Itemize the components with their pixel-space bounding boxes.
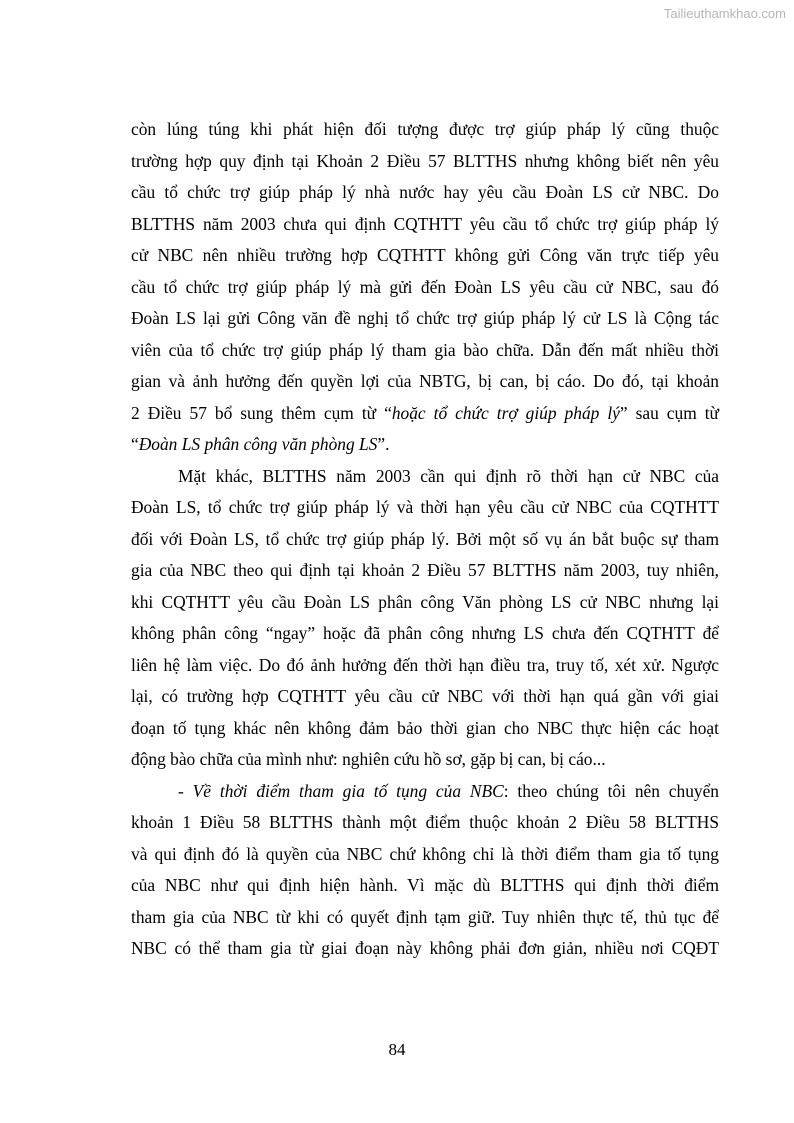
text-line: trường hợp quy định tại Khoản 2 Điều 57 BLTTHS nhưng không biết nên yêu — [131, 150, 719, 171]
text-line: gia của NBC theo qui định tại khoản 2 Điều 57 BLTTHS năm 2003, tuy nhiên, — [131, 560, 719, 580]
text-line: đối với Đoàn LS, tổ chức trợ giúp pháp lý. Bởi một số vụ án bắt buộc sự tham — [131, 528, 719, 549]
text-run: - — [178, 780, 193, 801]
text-line: động bào chữa của mình như: nghiên cứu hồ sơ, gặp bị can, bị cáo... — [131, 749, 606, 769]
italic-phrase: Đoàn LS phân công văn phòng LS — [138, 434, 378, 454]
text-line — [131, 776, 719, 808]
paragraph — [131, 776, 719, 965]
text-line: đoạn tố tụng khác nên không đảm bảo thời gian cho NBC thực hiện các hoạt — [131, 717, 719, 738]
italic-phrase: hoặc tổ chức trợ giúp pháp lý — [391, 402, 620, 423]
text-line: cử NBC nên nhiều trường hợp CQTHTT không gửi Công văn trực tiếp yêu — [131, 245, 719, 265]
text-line — [131, 398, 719, 430]
italic-phrase: Về thời điểm tham gia tố tụng của NBC — [192, 780, 504, 801]
paragraph — [131, 114, 719, 461]
text-run: ”. — [377, 434, 390, 454]
text-line: Đoàn LS lại gửi Công văn đề nghị tổ chức trợ giúp pháp lý cử LS là Cộng tác — [131, 308, 719, 328]
document-body — [131, 114, 719, 965]
text-line: của NBC như qui định hiện hành. Vì mặc dù BLTTHS qui định thời điểm — [131, 875, 719, 895]
text-line: viên của tổ chức trợ giúp pháp lý tham gia bào chữa. Dẫn đến mất nhiều thời — [131, 339, 719, 360]
paragraph — [131, 461, 719, 776]
text-line: tham gia của NBC từ khi có quyết định tạm giữ. Tuy nhiên thực tế, thủ tục để — [131, 906, 719, 927]
text-line — [131, 429, 719, 461]
text-run: “ — [131, 434, 139, 454]
watermark: Tailieuthamkhao.com — [663, 6, 786, 21]
text-line: Đoàn LS, tổ chức trợ giúp pháp lý và thời hạn yêu cầu cử NBC của CQTHTT — [131, 497, 719, 517]
text-line: cầu tổ chức trợ giúp pháp lý mà gửi đến Đoàn LS yêu cầu cử NBC, sau đó — [131, 276, 719, 297]
text-line: gian và ảnh hưởng đến quyền lợi của NBTG, bị can, bị cáo. Do đó, tại khoản — [131, 371, 719, 391]
text-run: ” sau cụm từ — [619, 402, 719, 423]
text-line: còn lúng túng khi phát hiện đối tượng được trợ giúp pháp lý cũng thuộc — [131, 119, 719, 139]
text-line: lại, có trường hợp CQTHTT yêu cầu cử NBC với thời hạn quá gần với giai — [131, 686, 719, 706]
text-line: và qui định đó là quyền của NBC chứ không chỉ là thời điểm tham gia tố tụng — [131, 843, 719, 864]
text-line: NBC có thể tham gia từ giai đoạn này không phải đơn giản, nhiều nơi CQĐT — [131, 938, 719, 958]
text-line: liên hệ làm việc. Do đó ảnh hưởng đến thời hạn điều tra, truy tố, xét xử. Ngược — [131, 654, 719, 675]
page-number: 84 — [388, 1040, 406, 1059]
text-line: khoản 1 Điều 58 BLTTHS thành một điểm thuộc khoản 2 Điều 58 BLTTHS — [131, 812, 719, 832]
text-line: Mặt khác, BLTTHS năm 2003 cần qui định rõ thời hạn cử NBC của — [178, 465, 719, 486]
text-line: khi CQTHTT yêu cầu Đoàn LS phân công Văn phòng LS cử NBC nhưng lại — [131, 591, 719, 612]
text-run: 2 Điều 57 bổ sung thêm cụm từ “ — [131, 402, 392, 423]
text-line: không phân công “ngay” hoặc đã phân công nhưng LS chưa đến CQTHTT để — [131, 623, 719, 643]
text-run: : theo chúng tôi nên chuyển — [503, 780, 720, 801]
text-line: BLTTHS năm 2003 chưa qui định CQTHTT yêu cầu tổ chức trợ giúp pháp lý — [131, 213, 719, 234]
text-line: cầu tổ chức trợ giúp pháp lý nhà nước hay yêu cầu Đoàn LS cử NBC. Do — [131, 182, 719, 202]
